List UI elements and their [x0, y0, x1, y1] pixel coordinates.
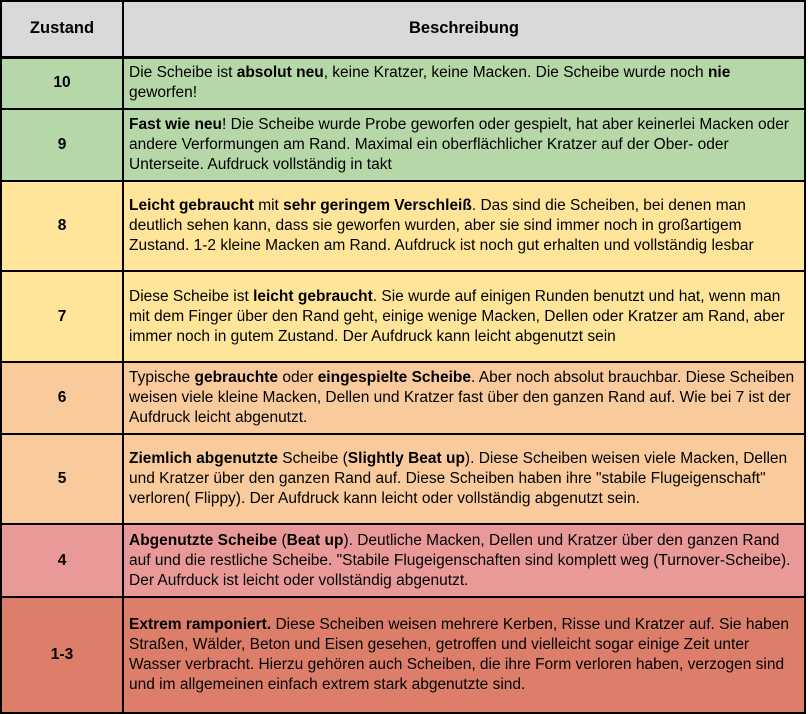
condition-description: Extrem ramponiert. Diese Scheiben weisen mehrere Kerben, Risse und Kratzer auf. Sie haben Straßen, Wälder, Beton und Eisen gesehen, getroffen und vielleicht sogar einige Zeit unter Wasser verbracht. Hierzu gehören auch Scheiben, die ihre Form verloren haben, verzogen sind und im allgemeinen einfach extrem stark abgenutzte sind.	[123, 597, 805, 713]
table-row	[1, 181, 805, 271]
condition-rating: 10	[1, 57, 123, 109]
condition-rating: 5	[1, 434, 123, 524]
condition-description: Die Scheibe ist absolut neu, keine Kratzer, keine Macken. Die Scheibe wurde noch nie geworfen!	[123, 57, 805, 109]
condition-description: Leicht gebraucht mit sehr geringem Verschleiß. Das sind die Scheiben, bei denen man deutlich sehen kann, dass sie geworfen wurden, aber sie sind immer noch in großartigem Zustand. 1-2 kleine Macken am Rand. Aufdruck ist noch gut erhalten und vollständig lesbar	[123, 181, 805, 271]
column-header-beschreibung: Beschreibung	[123, 1, 805, 57]
condition-rating: 6	[1, 362, 123, 434]
table-row	[1, 362, 805, 434]
table-row	[1, 597, 805, 713]
condition-description: Diese Scheibe ist leicht gebraucht. Sie wurde auf einigen Runden benutzt und hat, wenn man mit dem Finger über den Rand geht, einige wenige Macken, Dellen oder Kratzer am Rand, aber immer noch in gutem Zustand. Der Aufdruck kann leicht abgenutzt sein	[123, 271, 805, 362]
condition-description: Fast wie neu! Die Scheibe wurde Probe geworfen oder gespielt, hat aber keinerlei Macken oder andere Verformungen am Rand. Maximal ein oberflächlicher Kratzer auf der Ober- oder Unterseite. Aufdruck vollständig in takt	[123, 109, 805, 181]
column-header-zustand: Zustand	[1, 1, 123, 57]
header-row	[1, 1, 805, 57]
condition-description: Typische gebrauchte oder eingespielte Scheibe. Aber noch absolut brauchbar. Diese Scheiben weisen viele kleine Macken, Dellen und Kratzer fast über den ganzen Rand auf. Wie bei 7 ist der Aufdruck leicht abgenutzt.	[123, 362, 805, 434]
condition-description: Ziemlich abgenutzte Scheibe (Slightly Beat up). Diese Scheiben weisen viele Macken, Dellen und Kratzer über den ganzen Rand auf. Diese Scheiben haben ihre "stabile Flugeigenschaft" verloren( Flippy). Der Aufdruck kann leicht oder vollständig abgenutzt sein.	[123, 434, 805, 524]
condition-rating: 7	[1, 271, 123, 362]
table-row	[1, 524, 805, 597]
table-row	[1, 109, 805, 181]
condition-rating: 4	[1, 524, 123, 597]
condition-rating: 1-3	[1, 597, 123, 713]
condition-description: Abgenutzte Scheibe (Beat up). Deutliche Macken, Dellen und Kratzer über den ganzen Rand auf und die restliche Scheibe. "Stabile Flugeigenschaften sind komplett weg (Turnover-Scheibe). Der Aufrduck ist leicht oder vollständig abgenutzt.	[123, 524, 805, 597]
condition-rating: 9	[1, 109, 123, 181]
table-row	[1, 57, 805, 109]
table-row	[1, 434, 805, 524]
condition-rating: 8	[1, 181, 123, 271]
condition-table-body	[1, 57, 805, 713]
table-row	[1, 271, 805, 362]
